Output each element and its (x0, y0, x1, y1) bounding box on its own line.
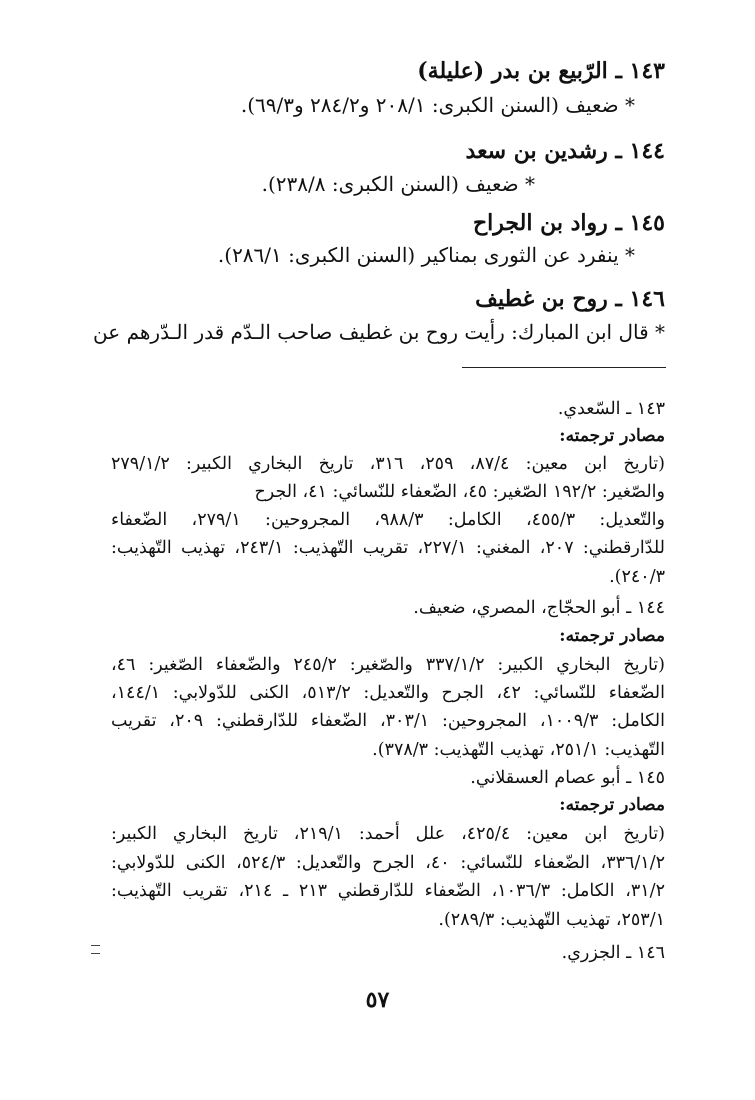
footnote-144-heading: ١٤٤ ـ أبو الحجّاج، المصري، ضعيف. (413, 598, 665, 618)
entry-146-body: * قال ابن المبارك: رأيت روح بن غطيف صاحب الـدّم قدر الـدّرهم عن (93, 320, 665, 344)
footnote-143-line: ٢٤٠/٣). (609, 567, 665, 587)
page-number: ٥٧ (365, 987, 390, 1013)
entry-144-body: * ضعيف (السنن الكبرى: ٢٣٨/٨). (261, 172, 535, 196)
footnote-143-heading: ١٤٣ ـ السّعدي. (557, 399, 665, 419)
footnote-144-sources-label: مصادر ترجمته: (559, 626, 665, 646)
footnote-145-sources-label: مصادر ترجمته: (559, 795, 665, 815)
entry-144-heading: ١٤٤ ـ رشدين بن سعد (465, 138, 665, 164)
entry-145-heading: ١٤٥ ـ رواد بن الجراح (472, 210, 665, 236)
footnote-144-line: الضّعفاء للنّسائي: ٤٢، الجرح والتّعديل: ٥١٣/٢، الكنى للدّولابي: ١٤٤/١، (111, 683, 665, 703)
footnote-143-line: للدّارقطني: ٢٠٧، المغني: ٢٢٧/١، تقريب التّهذيب: ٢٤٣/١، تهذيب التّهذيب: (111, 538, 665, 558)
footnote-separator (462, 367, 666, 368)
footnote-145-line: ٣٣٦/١/٢، الضّعفاء للنّسائي: ٤٠، الجرح والتّعديل: ٥٢٤/٣، الكنى للدّولابي: (111, 853, 665, 873)
footnote-146-heading: ١٤٦ ـ الجزري. (561, 943, 665, 963)
footnote-145-line: ٣١/٢، الكامل: ١٠٣٦/٣، الضّعفاء للدّارقطني ٢١٣ ـ ٢١٤، تقريب التّهذيب: (111, 881, 665, 901)
footnote-144-line: (تاريخ البخاري الكبير: ٣٣٧/١/٢ والصّغير: ٢٤٥/٢ والضّعفاء الصّغير: ٤٦، (111, 655, 665, 675)
footnote-143-line: والصّغير: ١٩٢/٢ الصّغير: ٤٥، الضّعفاء للنّسائي: ٤١، الجرح (254, 482, 665, 502)
footnote-144-line: التّهذيب: ٢٥١/١، تهذيب التّهذيب: ٣٧٨/٣). (372, 740, 665, 760)
entry-146-heading: ١٤٦ ـ روح بن غطيف (475, 286, 665, 312)
footnote-143-sources-label: مصادر ترجمته: (559, 426, 665, 446)
footnote-145-heading: ١٤٥ ـ أبو عصام العسقلاني. (470, 768, 665, 788)
footnote-145-line: (تاريخ ابن معين: ٤٢٥/٤، علل أحمد: ٢١٩/١، تاريخ البخاري الكبير: (111, 824, 665, 844)
footnote-145-line: ٢٥٣/١، تهذيب التّهذيب: ٢٨٩/٣). (438, 910, 665, 930)
footnote-143-line: (تاريخ ابن معين: ٨٧/٤، ٢٥٩، ٣١٦، تاريخ البخاري الكبير: ٢٧٩/١/٢ (111, 454, 666, 474)
entry-143-heading: ١٤٣ ـ الرّبيع بن بدر (عليلة) (417, 58, 665, 84)
entry-145-body: * ينفرد عن الثورى بمناكير (السنن الكبرى: ٢٨٦/١). (217, 243, 635, 267)
margin-mark (91, 945, 100, 954)
entry-143-body: * ضعيف (السنن الكبرى: ٢٠٨/١ و٢٨٤/٢ و٦٩/٣). (240, 93, 635, 117)
footnote-144-line: الكامل: ١٠٠٩/٣، المجروحين: ٣٠٣/١، الضّعفاء للدّارقطني: ٢٠٩، تقريب (111, 711, 665, 731)
footnote-143-line: والتّعديل: ٤٥٥/٣، الكامل: ٩٨٨/٣، المجروحين: ٢٧٩/١، الضّعفاء (111, 510, 665, 530)
